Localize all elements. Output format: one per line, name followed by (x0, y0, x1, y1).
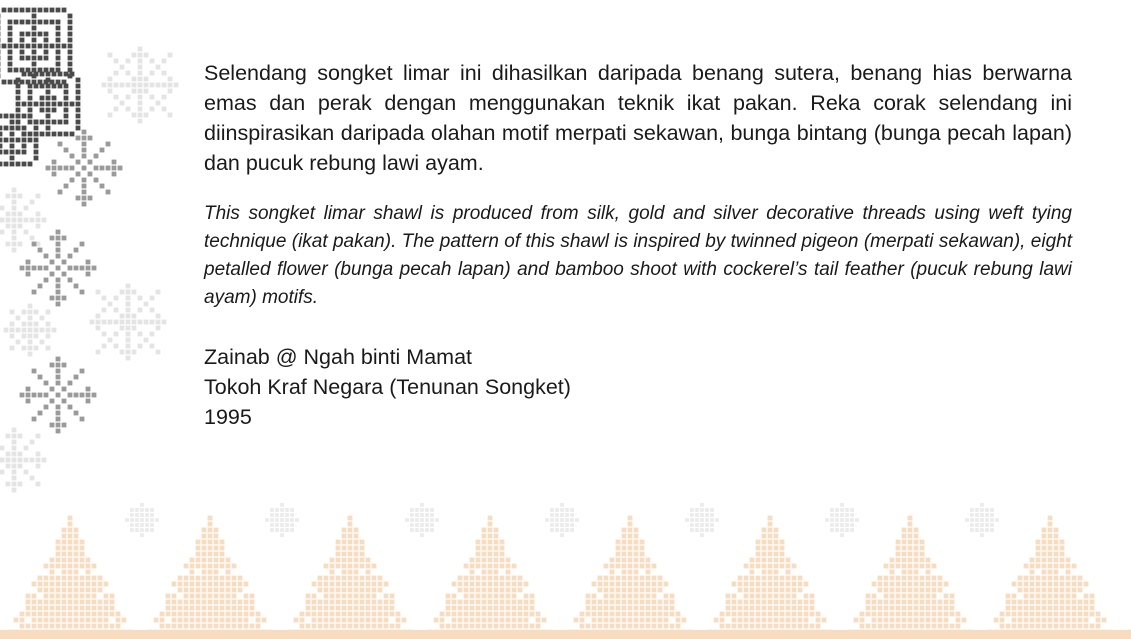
light-rosette-motif (90, 284, 167, 361)
pucuk-rebung-motif (568, 516, 693, 639)
pucuk-rebung-motif (1128, 516, 1131, 639)
description-english: This songket limar shawl is produced from silk, gold and silver decorative threads using weft tying technique (ikat pakan). The pattern of this shawl is inspired by twinned pigeon (merpati sekawan), eight petalled flower (bunga pecah lapan) and bamboo shoot with cockerel’s tail feather (pucuk rebung lawi ayam) motifs. (204, 203, 1072, 308)
border-base-band (0, 630, 1131, 639)
light-rosette-motif (0, 188, 46, 253)
pucuk-rebung-motif (288, 516, 413, 639)
light-rosette-motif (102, 47, 179, 124)
artwork-year: 1995 (204, 405, 252, 429)
small-flower-motif (825, 503, 859, 537)
pucuk-rebung-motif (8, 516, 133, 639)
small-flower-motif (265, 503, 299, 537)
pucuk-rebung-motif (988, 516, 1113, 639)
artist-name: Zainab @ Ngah binti Mamat (204, 345, 473, 369)
pucuk-rebung-motif (428, 516, 553, 639)
grey-flower-motif (46, 130, 123, 207)
left-pixel-motifs (0, 8, 178, 493)
bottom-flower-motifs (125, 503, 999, 537)
pucuk-rebung-motif (148, 516, 273, 639)
description-panel (204, 58, 1072, 432)
artist-credit (204, 342, 1072, 432)
artist-title: Tokoh Kraf Negara (Tenunan Songket) (204, 375, 571, 399)
grey-flower-motif (20, 230, 97, 307)
light-rosette-motif (0, 428, 46, 493)
small-flower-motif (125, 503, 159, 537)
bottom-pucuk-rebung-border (0, 516, 1131, 639)
light-rosette-motif (4, 304, 57, 357)
small-flower-motif (405, 503, 439, 537)
grey-flower-motif (20, 357, 97, 434)
small-flower-motif (685, 503, 719, 537)
small-flower-motif (545, 503, 579, 537)
description-malay: Selendang songket limar ini dihasilkan daripada benang sutera, benang hias berwarna emas dan perak dengan menggunakan teknik ikat pakan. Reka corak selendang ini diinspirasikan daripada olahan motif merpati sekawan, bunga bintang (bunga pecah lapan) dan pucuk rebung lawi ayam. (204, 61, 1072, 175)
small-flower-motif (965, 503, 999, 537)
pucuk-rebung-motif (708, 516, 833, 639)
pucuk-rebung-motif (848, 516, 973, 639)
